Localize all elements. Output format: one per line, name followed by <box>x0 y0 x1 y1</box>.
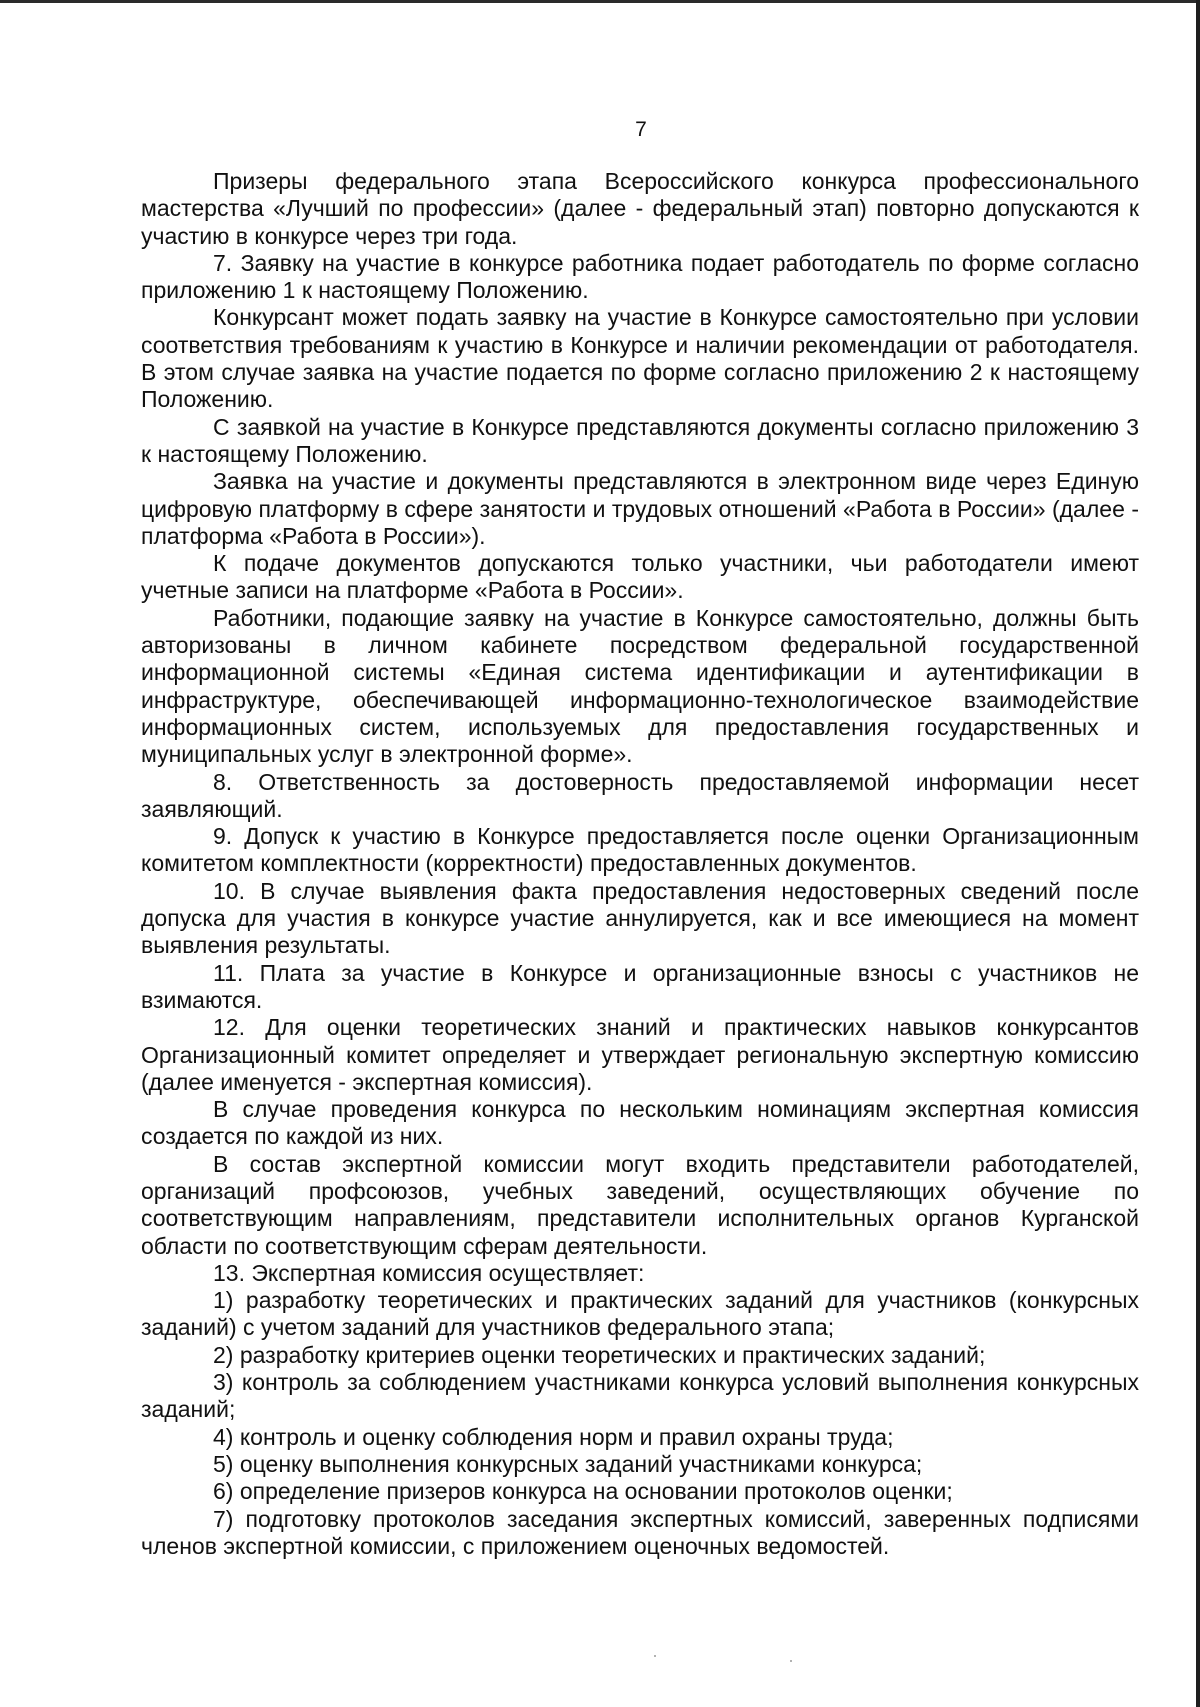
scan-speck <box>790 1660 792 1662</box>
paragraph-commission-members: В состав экспертной комиссии могут входить представители работодателей, организаций профсоюзов, учебных заведений, осуществляющих обучение по соответствующим направлениям, представители исполнительных органов Курганской области по соответствующим сферам деятельности. <box>141 1150 1139 1259</box>
paragraph-item-13: 13. Экспертная комиссия осуществляет: <box>213 1259 645 1286</box>
paragraph-item-7: 7. Заявку на участие в конкурсе работника подает работодатель по форме согласно приложению 1 к настоящему Положению. <box>141 249 1139 304</box>
duty-item-6: 6) определение призеров конкурса на основании протоколов оценки; <box>213 1478 953 1505</box>
duty-item-1: 1) разработку теоретических и практических заданий для участников (конкурсных заданий) с учетом заданий для участников федерального этапа; <box>141 1287 1139 1341</box>
page-number: 7 <box>635 118 647 141</box>
paragraph-item-9: 9. Допуск к участию в Конкурсе предоставляется после оценки Организационным комитетом комплектности (корректности) предоставленных документов. <box>141 823 1139 877</box>
paragraph-self-application: Конкурсант может подать заявку на участие в Конкурсе самостоятельно при условии соответствия требованиям к участию в Конкурсе и наличии рекомендации от работодателя. В этом случае заявка на участие подается по форме согласно приложению 2 к настоящему Положению. <box>141 304 1139 413</box>
paragraph-item-12: 12. Для оценки теоретических знаний и практических навыков конкурсантов Организационный комитет определяет и утверждает региональную экспертную комиссию (далее именуется - экспертная комиссия). <box>141 1014 1139 1095</box>
duty-item-7: 7) подготовку протоколов заседания экспертных комиссий, заверенных подписями членов экспертной комиссии, с приложением оценочных ведомостей. <box>141 1505 1139 1559</box>
paragraph-admission: К подаче документов допускаются только участники, чьи работодатели имеют учетные записи на платформе «Работа в России». <box>141 550 1139 604</box>
paragraph-item-11: 11. Плата за участие в Конкурсе и организационные взносы с участников не взимаются. <box>141 959 1139 1013</box>
duty-item-5: 5) оценку выполнения конкурсных заданий участниками конкурса; <box>213 1450 923 1477</box>
paragraph-item-8: 8. Ответственность за достоверность предоставляемой информации несет заявляющий. <box>141 768 1139 822</box>
duty-item-3: 3) контроль за соблюдением участниками конкурса условий выполнения конкурсных заданий; <box>141 1369 1139 1423</box>
paragraph-item-10: 10. В случае выявления факта предоставления недостоверных сведений после допуска для участия в конкурсе участие аннулируется, как и все имеющиеся на момент выявления результаты. <box>141 877 1139 959</box>
paragraph-electronic-form: Заявка на участие и документы представляются в электронном виде через Единую цифровую платформу в сфере занятости и трудовых отношений «Работа в России» (далее - платформа «Работа в России»). <box>141 468 1139 549</box>
paragraph-nominations: В случае проведения конкурса по нескольким номинациям экспертная комиссия создается по каждой из них. <box>141 1096 1139 1150</box>
scan-speck <box>654 1655 656 1657</box>
paragraph-prizewinners: Призеры федерального этапа Всероссийского конкурса профессионального мастерства «Лучший по профессии» (далее - федеральный этап) повторно допускаются к участию в конкурсе через три года. <box>141 168 1139 249</box>
scan-edge-top <box>0 0 1200 3</box>
scan-edge-right <box>1196 0 1200 1707</box>
paragraph-authorization: Работники, подающие заявку на участие в Конкурсе самостоятельно, должны быть авторизованы в личном кабинете посредством федеральной государственной информационной системы «Единая система идентификации и аутентификации в инфраструктуре, обеспечивающей информационно-технологическое взаимодействие информационных систем, используемых для предоставления государственных и муниципальных услуг в электронной форме». <box>141 604 1139 768</box>
document-body <box>141 168 1139 1560</box>
duty-item-2: 2) разработку критериев оценки теоретических и практических заданий; <box>213 1341 986 1368</box>
paragraph-documents: С заявкой на участие в Конкурсе представляются документы согласно приложению 3 к настоящему Положению. <box>141 413 1139 467</box>
duty-item-4: 4) контроль и оценку соблюдения норм и правил охраны труда; <box>213 1423 894 1450</box>
